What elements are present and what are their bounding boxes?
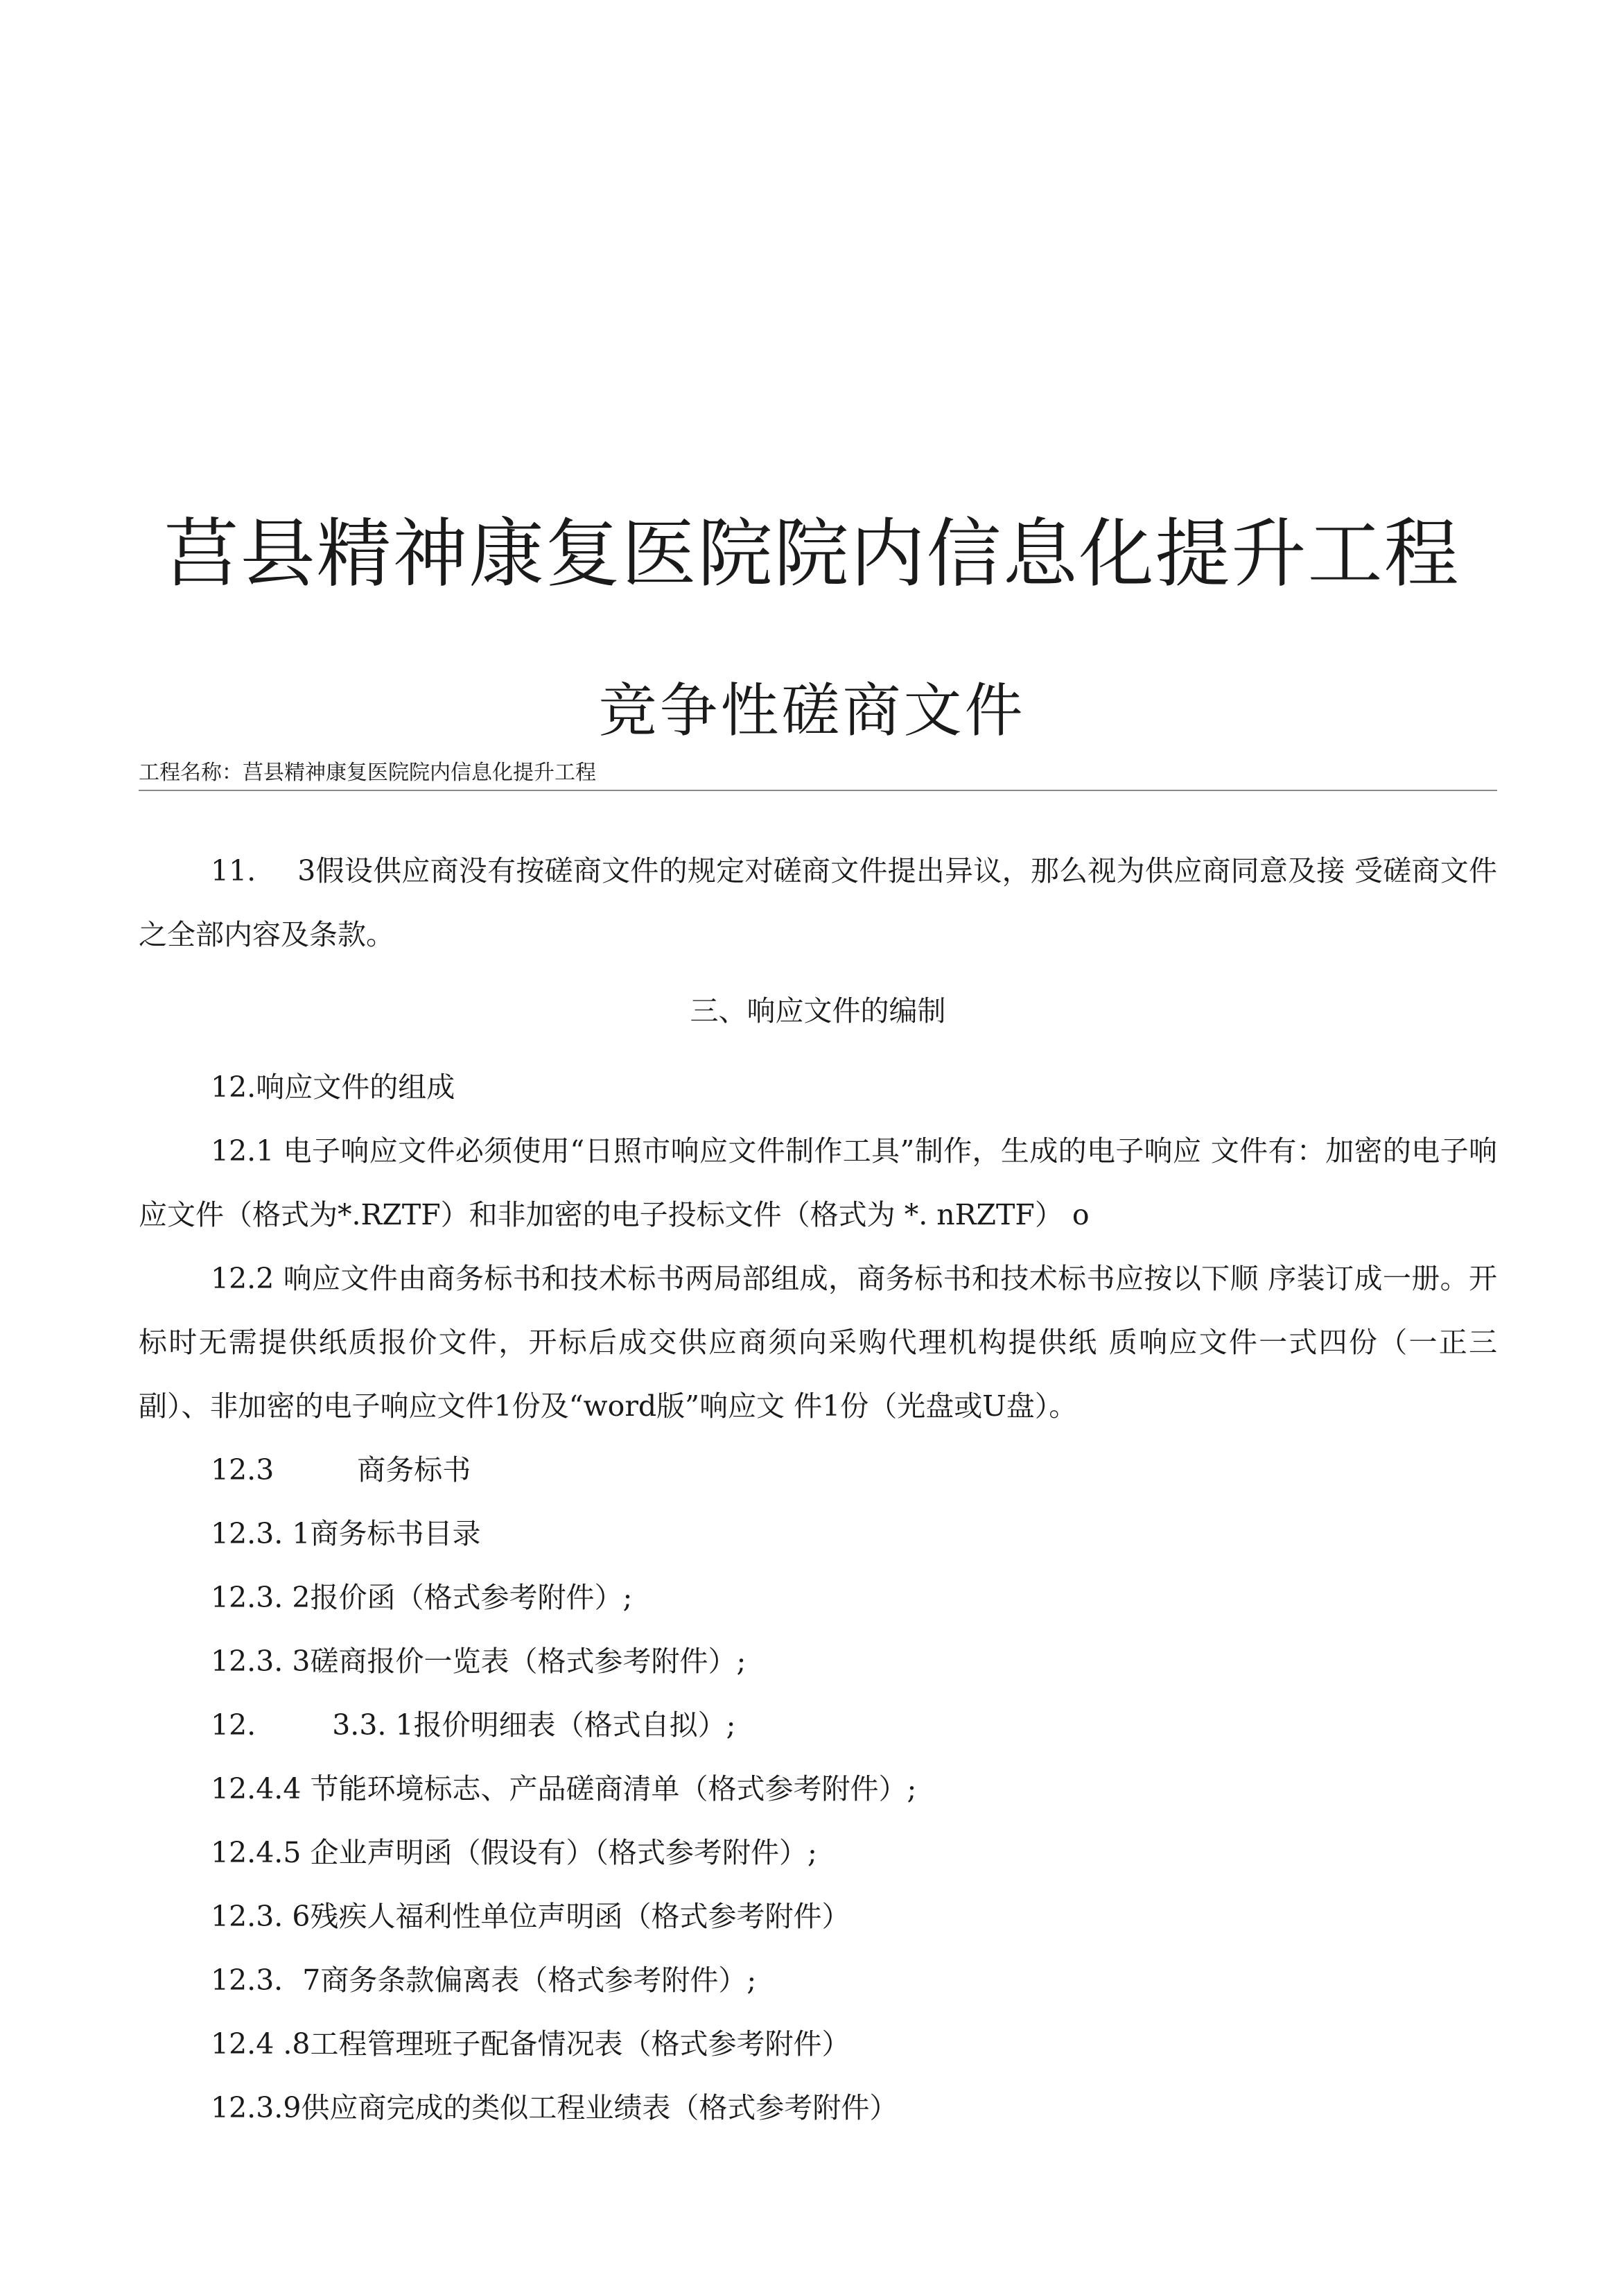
list-item: 12.4.4 节能环境标志、产品磋商清单（格式参考附件）; xyxy=(211,1772,917,1805)
list-item: 12.3.9供应商完成的类似工程业绩表（格式参考附件） xyxy=(211,2091,898,2124)
list-item: 12.3 商务标书 xyxy=(211,1453,471,1487)
document-subtitle: 竞争性磋商文件 xyxy=(598,677,1026,745)
clause-12-1: 12.1 电子响应文件必须使用“日照市响应文件制作工具”制作，生成的电子响应 文件有：加密的电子响应文件（格式为*.RZTF）和非加密的电子投标文件（格式为 *. nRZTF） o xyxy=(139,1134,1497,1231)
list-item: 12.3. 1商务标书目录 xyxy=(211,1517,481,1550)
clause-number: 11. xyxy=(211,854,256,887)
list-item: 12.3. 6残疾人福利性单位声明函（格式参考附件） xyxy=(211,1900,850,1933)
clause-text: 3假设供应商没有按磋商文件的规定对磋商文件提出异议，那么视为供应商同意及接 受磋商文件之全部内容及条款。 xyxy=(139,854,1497,951)
list-item: 12.3. 2报价函（格式参考附件）; xyxy=(211,1581,633,1614)
clause-12: 12.响应文件的组成 xyxy=(211,1071,455,1104)
list-item: 12.4 .8工程管理班子配备情况表（格式参考附件） xyxy=(211,2027,850,2061)
document-title: 莒县精神康复医院院内信息化提升工程 xyxy=(164,511,1460,598)
list-item: 12. 3.3. 1报价明细表（格式自拟）; xyxy=(211,1708,736,1742)
list-item: 12.3．7商务条款偏离表（格式参考附件）; xyxy=(211,1964,757,1997)
document-body xyxy=(139,839,1497,2140)
list-item: 12.4.5 企业声明函（假设有）（格式参考附件）; xyxy=(211,1836,817,1869)
clause-12-2: 12.2 响应文件由商务标书和技术标书两局部组成，商务标书和技术标书应按以下顺 序装订成一册。开标时无需提供纸质报价文件，开标后成交供应商须向采购代理机构提供纸 质响应文件一式四份（一正三副）、非加密的电子响应文件1份及“word版”响应文 件1份（光盘或U盘）。 xyxy=(139,1262,1497,1423)
list-items xyxy=(139,1438,1497,2140)
section-heading: 三、响应文件的编制 xyxy=(690,994,946,1028)
clause-11-3 xyxy=(139,839,1497,967)
list-item: 12.3. 3磋商报价一览表（格式参考附件）; xyxy=(211,1645,746,1678)
running-header: 工程名称：莒县精神康复医院院内信息化提升工程 xyxy=(139,759,1497,791)
